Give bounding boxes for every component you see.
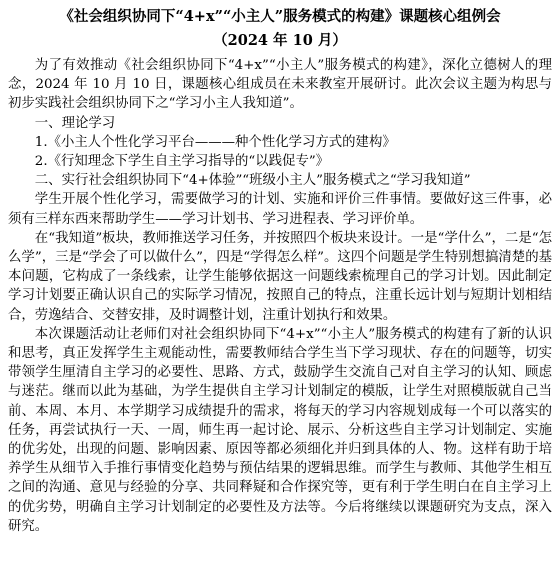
document-date: （2024 年 10 月） xyxy=(213,32,347,49)
body-paragraph-3: 本次课题活动让老师们对社会组织协同下“4+x”“小主人”服务模式的构建有了新的认识和思考，真正发挥学生主观能动性，需要教师结合学生当下学习现状、存在的问题等，切实带领学生厘清自主学习的必要性、思路、方式，鼓励学生交流自己对自主学习的认知、顾虑与迷茫。继而以此为基础，为学生提供自主学习计划制定的模版，让学生对照模版就自己当前、本周、本月、本学期学习成绩提升的需求，将每天的学习内容规划成每一个可以落实的任务，再尝试执行一天、一周，师生再一起讨论、展示、分析这些自主学习计划制定、实施的优劣处，出现的问题、影响因素、原因等都必须细化并归到具体的人、物。这样有助于培养学生从细节入手推行事情变化趋势与预估结果的逻辑思维。而学生与教师、其他学生相互之间的沟通、意见与经验的分享、共同释疑和合作探究等，更有利于学生明白在自主学习上的优劣势，明确自主学习计划制定的必要性及方法等。今后将继续以课题研究为支点，深入研究。 xyxy=(8,326,552,534)
body-paragraph-1: 学生开展个性化学习，需要做学习的计划、实施和评价三件事情。要做好这三件事，必须有三样东西来帮助学生——学习计划书、学习进程表、学习评价单。 xyxy=(8,192,552,227)
document-title: 《社会组织协同下“4+x”“小主人”服务模式的构建》课题核心组例会 xyxy=(59,8,501,25)
reading-item-2: 2.《行知理念下学生自主学习指导的“以践促专”》 xyxy=(34,154,330,170)
section-heading-theory: 一、理论学习 xyxy=(34,115,116,131)
reading-item-1: 1.《小主人个性化学习平台———种个性化学习方式的建构》 xyxy=(34,134,396,150)
intro-paragraph: 为了有效推动《社会组织协同下“4+x”“小主人”服务模式的构建》，深化立德树人的理念，2024 年 10 月 10 日，课题核心组成员在未来教室开展研讨。此次会议主题为构思与初步实践社会组织协同下之“学习小主人我知道”。 xyxy=(8,58,552,112)
body-paragraph-2: 在“我知道”板块，教师推送学习任务，并按照四个板块来设计。一是“学什么”，二是“怎么学”，三是“学会了可以做什么”，四是“学得怎么样”。这四个问题是学生特别想搞清楚的基本问题，它构成了一条线索，让学生能够依据这一问题线索梳理自己的学习计划。因此制定学习计划要正确认识自己的实际学习情况，按照自己的特点，注重长远计划与短期计划相结合，劳逸结合、交替安排，及时调整计划，注重计划执行和效果。 xyxy=(8,230,552,323)
section-heading-practice: 二、实行社会组织协同下“4+体验”“班级小主人”服务模式之“学习我知道” xyxy=(34,173,471,189)
